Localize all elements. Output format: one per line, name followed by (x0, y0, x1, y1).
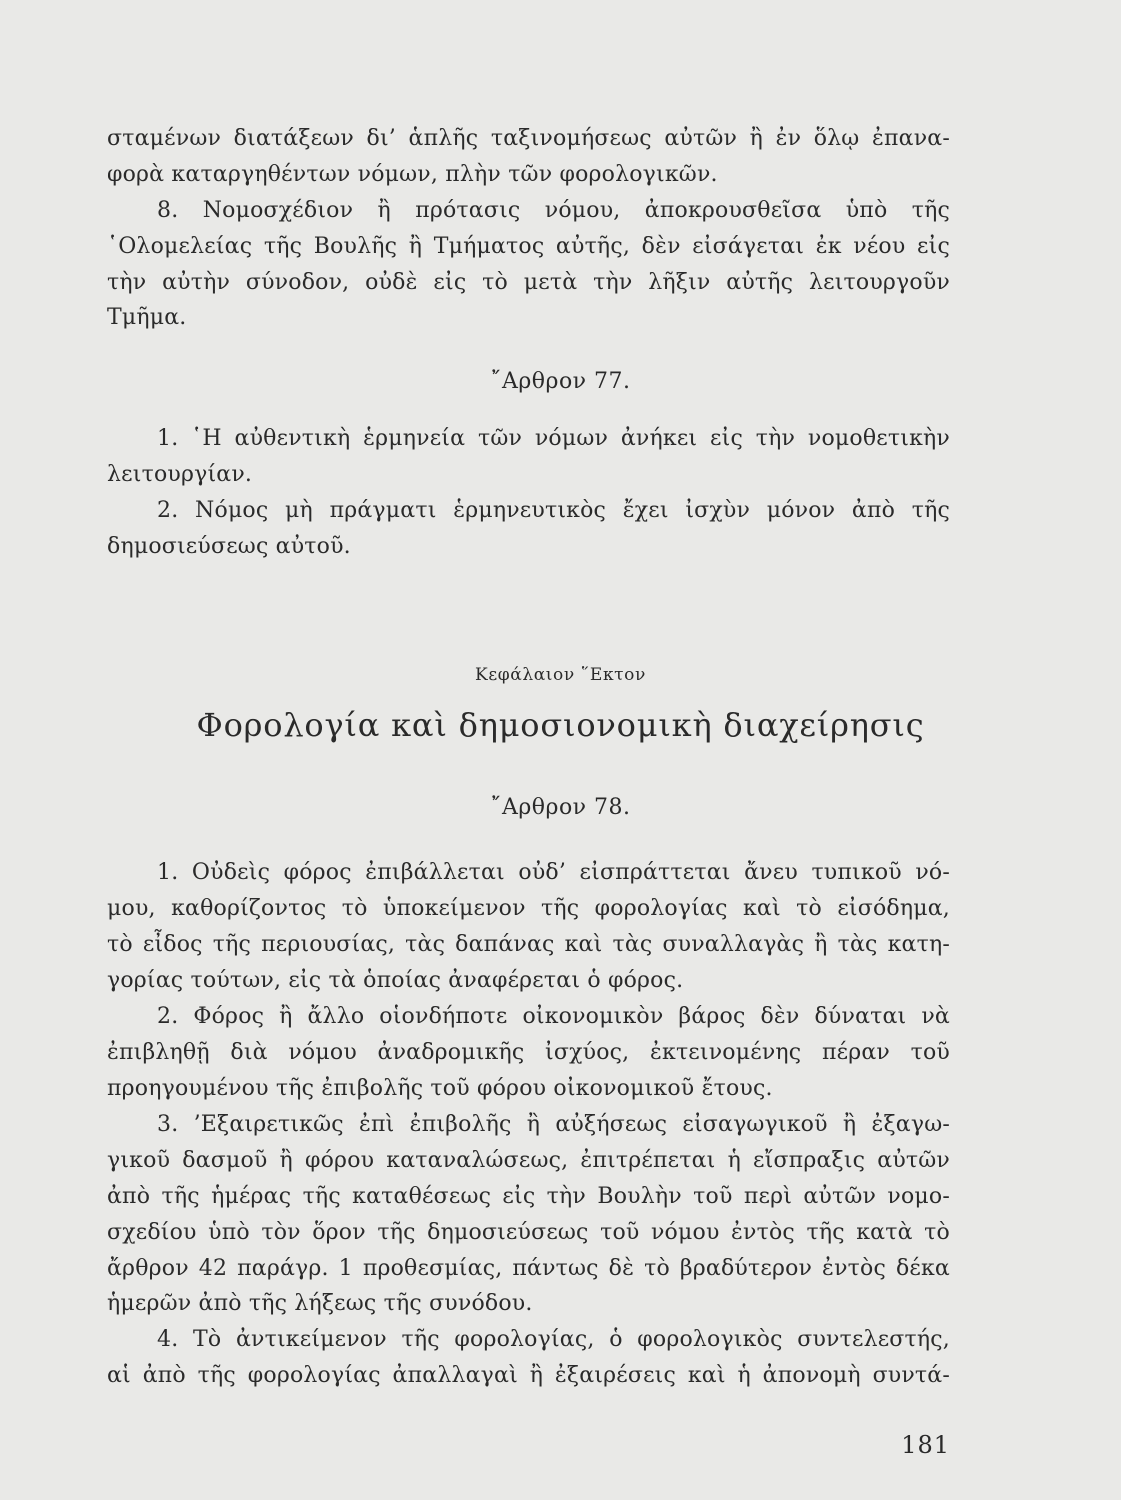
text-line: προηγουμένου τῆς ἐπιβολῆς τοῦ φόρου οἰκονομικοῦ ἔτους. (107, 1076, 773, 1101)
text-line: 3. ’Εξαιρετικῶς ἐπὶ ἐπιβολῆς ἢ αὐξήσεως εἰσαγωγικοῦ ἢ ἐξαγω- (157, 1112, 950, 1137)
text-line: Τμῆμα. (107, 305, 187, 330)
text-line: 1. Οὐδεὶς φόρος ἐπιβάλλεται οὐδ’ εἰσπράττεται ἄνευ τυπικοῦ νό- (157, 860, 950, 885)
text-line: ἄρθρον 42 παράγρ. 1 προθεσμίας, πάντως δὲ τὸ βραδύτερον ἐντὸς δέκα (107, 1256, 950, 1281)
text-line: φορὰ καταργηθέντων νόμων, πλὴν τῶν φορολογικῶν. (107, 162, 718, 187)
article-78-heading: ῎Αρθρον 78. (490, 795, 631, 820)
article-77-heading: ῎Αρθρον 77. (490, 369, 631, 394)
text-line: 2. Φόρος ἢ ἄλλο οἱονδήποτε οἰκονομικὸν βάρος δὲν δύναται νὰ (157, 1004, 950, 1029)
text-line: ἐπιβληθῇ διὰ νόμου ἀναδρομικῆς ἰσχύος, ἐκτεινομένης πέραν τοῦ (107, 1040, 950, 1065)
text-line: τὸ εἶδος τῆς περιουσίας, τὰς δαπάνας καὶ τὰς συναλλαγὰς ἢ τὰς κατη- (107, 932, 950, 957)
text-line: λειτουργίαν. (107, 462, 253, 487)
text-line: σταμένων διατάξεων δι’ ἁπλῆς ταξινομήσεως αὐτῶν ἢ ἐν ὅλῳ ἐπανα- (107, 126, 950, 151)
text-line: μου, καθορίζοντος τὸ ὑποκείμενον τῆς φορολογίας καὶ τὸ εἰσόδημα, (107, 896, 950, 921)
text-line: γορίας τούτων, εἰς τὰ ὁποίας ἀναφέρεται ὁ φόρος. (107, 968, 684, 993)
text-line: 1. ῾Η αὐθεντικὴ ἑρμηνεία τῶν νόμων ἀνήκει εἰς τὴν νομοθετικὴν (157, 426, 950, 451)
chapter-title: Φορολογία καὶ δημοσιονομικὴ διαχείρησις (196, 706, 925, 744)
text-line: τὴν αὐτὴν σύνοδον, οὐδὲ εἰς τὸ μετὰ τὴν λῆξιν αὐτῆς λειτουργοῦν (107, 270, 950, 295)
text-line: ῾Ολομελείας τῆς Βουλῆς ἢ Τμήματος αὐτῆς, δὲν εἰσάγεται ἐκ νέου εἰς (107, 234, 950, 259)
text-line: 8. Νομοσχέδιον ἢ πρότασις νόμου, ἀποκρουσθεῖσα ὑπὸ τῆς (157, 198, 950, 223)
text-line: ἡμερῶν ἀπὸ τῆς λήξεως τῆς συνόδου. (107, 1291, 533, 1316)
text-line: 2. Νόμος μὴ πράγματι ἑρμηνευτικὸς ἔχει ἰσχὺν μόνον ἀπὸ τῆς (157, 498, 950, 523)
text-line: δημοσιεύσεως αὐτοῦ. (107, 534, 351, 559)
text-line: ἀπὸ τῆς ἡμέρας τῆς καταθέσεως εἰς τὴν Βουλὴν τοῦ περὶ αὐτῶν νομο- (107, 1184, 950, 1209)
text-line: σχεδίου ὑπὸ τὸν ὅρον τῆς δημοσιεύσεως τοῦ νόμου ἐντὸς τῆς κατὰ τὸ (107, 1220, 950, 1245)
chapter-label: Κεφάλαιον ῞Εκτον (475, 665, 646, 685)
text-line: γικοῦ δασμοῦ ἢ φόρου καταναλώσεως, ἐπιτρέπεται ἡ εἴσπραξις αὐτῶν (107, 1148, 950, 1173)
text-line: 4. Τὸ ἀντικείμενον τῆς φορολογίας, ὁ φορολογικὸς συντελεστής, (157, 1327, 950, 1352)
text-line: αἱ ἀπὸ τῆς φορολογίας ἀπαλλαγαὶ ἢ ἐξαιρέσεις καὶ ἡ ἀπονομὴ συντά- (107, 1363, 950, 1388)
page-number: 181 (901, 1431, 950, 1459)
